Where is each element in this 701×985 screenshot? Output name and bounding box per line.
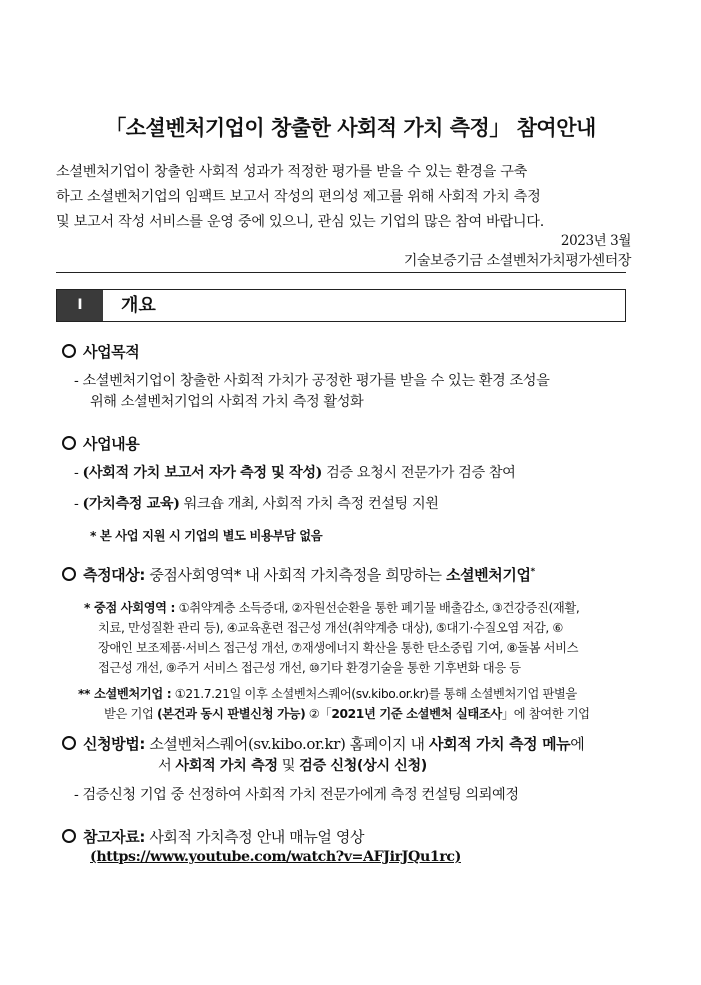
section-number: I xyxy=(57,290,103,321)
purpose-line: 위해 소셜벤처기업의 사회적 가치 측정 활성화 xyxy=(90,394,364,410)
circle-bullet-icon xyxy=(62,736,76,750)
divider xyxy=(56,272,626,273)
target-note: ** 소셜벤처기업 : ①21.7.21일 이후 소셜벤처스퀘어(sv.kibo.or.kr)를 통해 소셜벤처기업 판별을 xyxy=(78,687,577,701)
content-item: - (사회적 가치 보고서 자가 측정 및 작성) 검증 요청시 전문가가 검증 참여 xyxy=(74,465,516,481)
reference-link[interactable]: (https://www.youtube.com/watch?v=AFJirJQu1rc) xyxy=(90,849,461,865)
content-note: * 본 사업 지원 시 기업의 별도 비용부담 없음 xyxy=(90,529,323,543)
circle-bullet-icon xyxy=(62,344,76,358)
circle-bullet-icon xyxy=(62,436,76,450)
section-header xyxy=(56,289,626,322)
content-heading: 사업내용 xyxy=(62,433,139,454)
purpose-line: - 소셜벤처기업이 창출한 사회적 가치가 공정한 평가를 받을 수 있는 환경 조성을 xyxy=(74,373,550,389)
target-note: 접근성 개선, ⑨주거 서비스 접근성 개선, ⑩기타 환경기술을 통한 기후변화 대응 등 xyxy=(98,661,521,675)
issue-date: 2023년 3월 xyxy=(560,233,631,249)
target-note: 장애인 보조제품·서비스 접근성 개선, ⑦재생에너지 확산을 통한 탄소중립 기여, ⑧돌봄 서비스 xyxy=(98,641,579,655)
section-title: 개요 xyxy=(121,295,156,316)
target-heading: 측정대상: 중점사회영역* 내 사회적 가치측정을 희망하는 소셜벤처기업* xyxy=(62,564,535,585)
purpose-heading: 사업목적 xyxy=(62,341,139,362)
intro-line: 및 보고서 작성 서비스를 운영 중에 있으니, 관심 있는 기업의 많은 참여 바랍니다. xyxy=(56,214,544,230)
reference-heading: 참고자료: 사회적 가치측정 안내 매뉴얼 영상 xyxy=(62,826,364,847)
intro-line: 소셜벤처기업이 창출한 사회적 성과가 적정한 평가를 받을 수 있는 환경을 구축 xyxy=(56,164,528,180)
apply-line: 서 사회적 가치 측정 및 검증 신청(상시 신청) xyxy=(158,758,427,774)
intro-paragraph xyxy=(56,160,632,235)
page-title: 「소셜벤처기업이 창출한 사회적 가치 측정」 참여안내 xyxy=(105,116,596,140)
circle-bullet-icon xyxy=(62,567,76,581)
target-note: * 중점 사회영역 : ①취약계층 소득증대, ②자원선순환을 통한 폐기물 배출감소, ③건강증진(재활, xyxy=(84,601,580,615)
apply-line: - 검증신청 기업 중 선정하여 사회적 가치 전문가에게 측정 컨설팅 의뢰예정 xyxy=(74,787,519,803)
intro-line: 하고 소셜벤처기업의 임팩트 보고서 작성의 편의성 제고를 위해 사회적 가치 측정 xyxy=(56,189,541,205)
content-item: - (가치측정 교육) 워크숍 개최, 사회적 가치 측정 컨설팅 지원 xyxy=(74,496,439,512)
target-note: 치료, 만성질환 관리 등), ④교육훈련 접근성 개선(취약계층 대상), ⑤대기·수질오염 저감, ⑥ xyxy=(98,621,564,635)
target-note: 받은 기업 (본건과 동시 판별신청 가능) ②「2021년 기준 소셜벤처 실태조사」에 참여한 기업 xyxy=(104,707,590,721)
apply-heading: 신청방법: 소셜벤처스퀘어(sv.kibo.or.kr) 홈페이지 내 사회적 가치 측정 메뉴에 xyxy=(62,733,584,754)
issuer: 기술보증기금 소셜벤처가치평가센터장 xyxy=(403,253,631,269)
circle-bullet-icon xyxy=(62,829,76,843)
